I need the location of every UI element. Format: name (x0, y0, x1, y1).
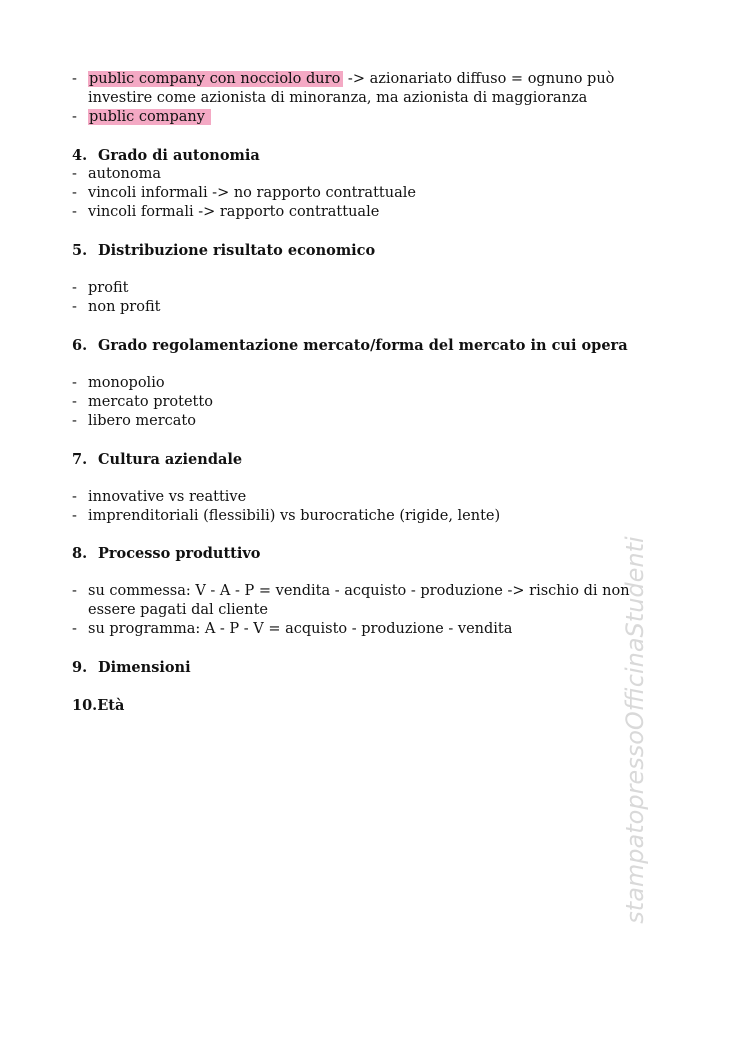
list-item-text: monopolio (88, 375, 165, 391)
watermark: stampatopressoOfficinaStudenti (621, 536, 649, 924)
section-title: Distribuzione risultato economico (98, 242, 376, 259)
highlighted-text: public company con nocciolo duro (88, 71, 343, 87)
section-title: Grado regolamentazione mercato/forma del mercato in cui opera (98, 337, 628, 354)
bullet-dash: - (72, 621, 77, 637)
section-heading (72, 658, 191, 677)
section-title: Grado di autonomia (98, 147, 260, 164)
bullet-dash: - (72, 489, 77, 505)
bullet-dash: - (72, 280, 77, 296)
section-title: Dimensioni (98, 659, 191, 676)
bullet-dash: - (72, 204, 77, 220)
list-item-text: imprenditoriali (flessibili) vs burocratiche (rigide, lente) (88, 508, 501, 524)
list-item-text: innovative vs reattive (88, 489, 247, 505)
section-number: 7. (72, 451, 88, 468)
section-title: Processo produttivo (98, 545, 261, 562)
section-number: 8. (72, 545, 88, 562)
list-item-text: autonoma (88, 166, 162, 182)
bullet-dash: - (72, 394, 77, 410)
list-item-text: vincoli informali -> no rapporto contrattuale (88, 185, 416, 201)
section-number: 10. (72, 697, 98, 714)
section-heading (72, 696, 124, 715)
section-title: Cultura aziendale (98, 451, 243, 468)
section-number: 9. (72, 659, 88, 676)
section-number: 6. (72, 337, 88, 354)
list-item-text: investire come azionista di minoranza, ma azionista di maggioranza (88, 90, 588, 106)
bullet-dash: - (72, 508, 77, 524)
bullet-dash: - (72, 185, 77, 201)
list-item-text: non profit (88, 299, 161, 315)
list-item-text: libero mercato (88, 413, 196, 429)
bullet-dash: - (72, 413, 77, 429)
section-heading (72, 544, 260, 563)
list-item-text: profit (88, 280, 129, 296)
list-item-text: -> azionariato diffuso = ognuno può (343, 71, 615, 87)
bullet-dash: - (72, 109, 77, 125)
bullet-dash: - (72, 299, 77, 315)
section-heading (72, 336, 628, 355)
list-item-text: su commessa: V - A - P = vendita - acquisto - produzione -> rischio di non (88, 583, 630, 599)
section-title: Età (97, 697, 125, 714)
list-item-text: su programma: A - P - V = acquisto - produzione - vendita (88, 621, 513, 637)
section-number: 4. (72, 147, 88, 164)
highlighted-text: public company (88, 109, 211, 125)
bullet-dash: - (72, 166, 77, 182)
section-heading (72, 241, 375, 260)
section-heading (72, 450, 242, 469)
bullet-dash: - (72, 375, 77, 391)
bullet-dash: - (72, 71, 77, 87)
section-number: 5. (72, 242, 88, 259)
list-item-text: vincoli formali -> rapporto contrattuale (88, 204, 380, 220)
section-heading (72, 146, 260, 165)
bullet-dash: - (72, 583, 77, 599)
list-item-text: essere pagati dal cliente (88, 602, 268, 618)
list-item-text: mercato protetto (88, 394, 213, 410)
